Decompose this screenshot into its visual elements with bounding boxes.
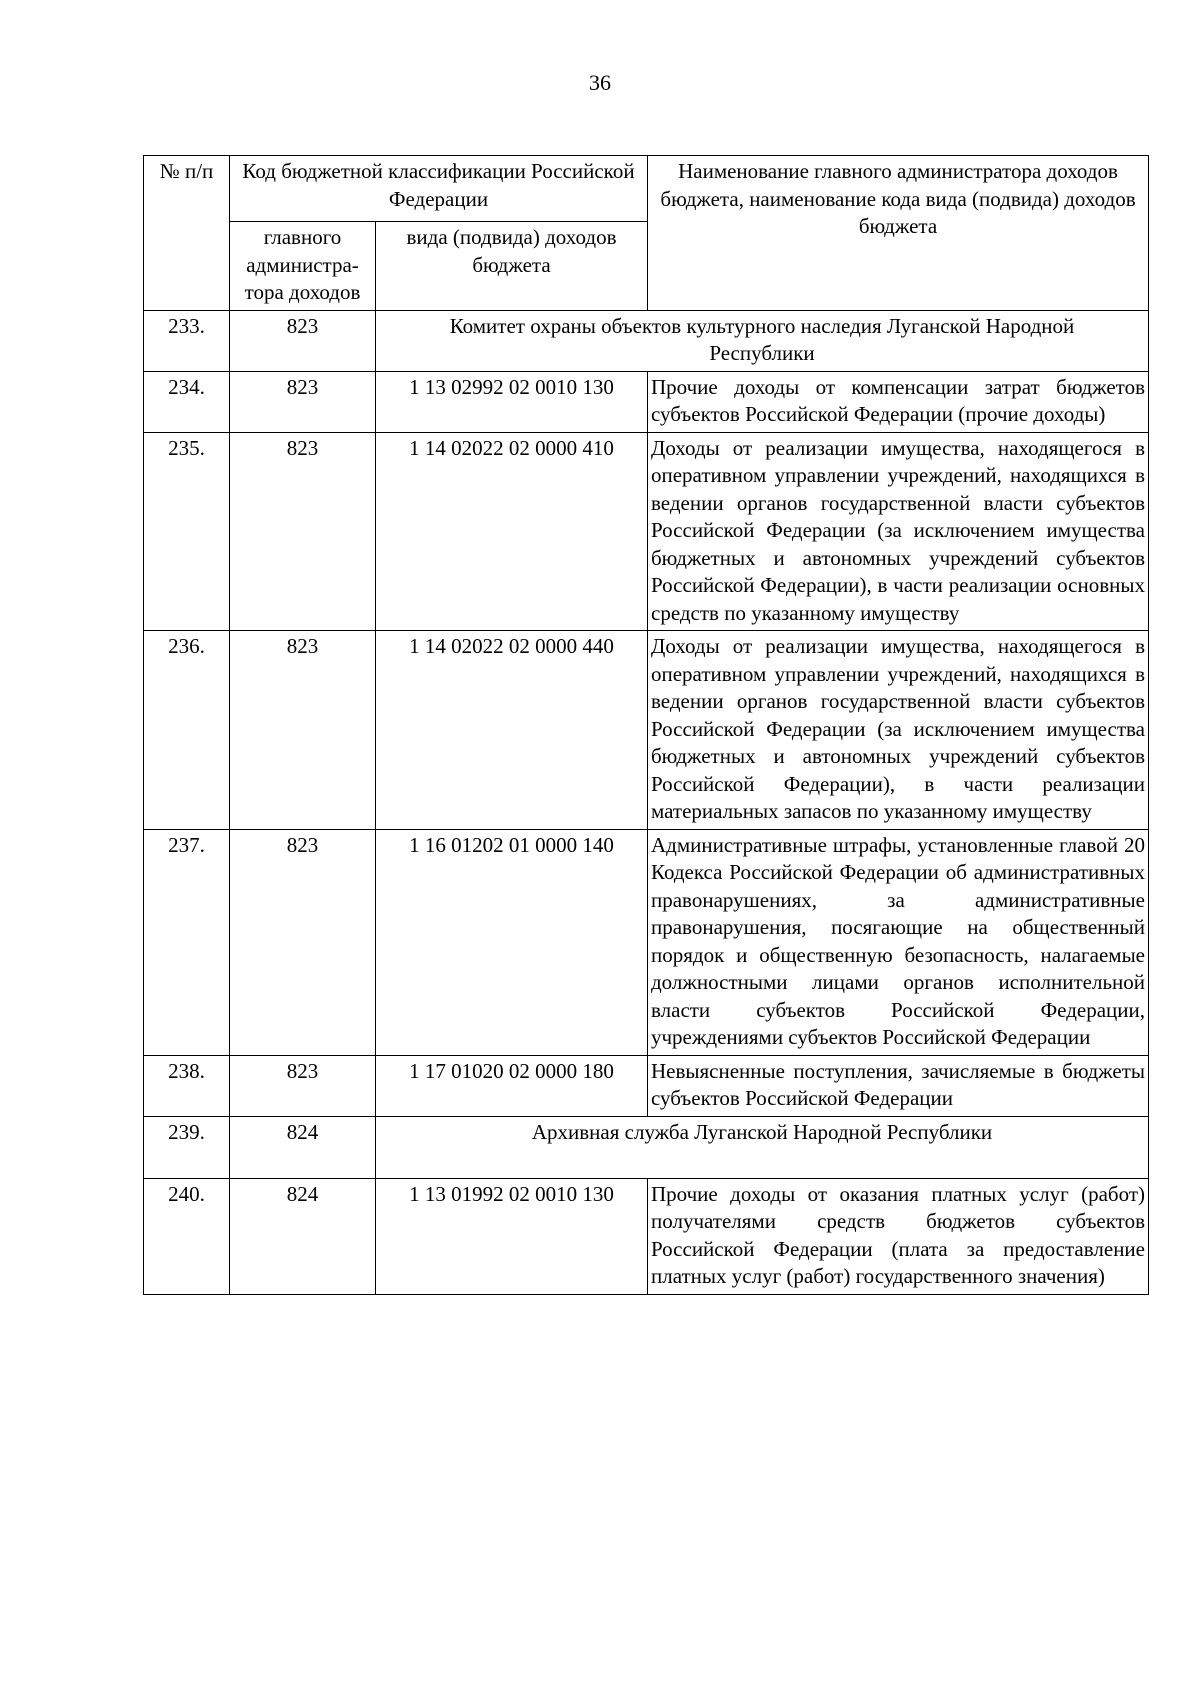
row-income-name: Прочие доходы от оказания платных услуг (работ) получателями средств бюджетов субъектов Российской Федерации (плата за предоставление платных услуг (работ) государственного значения) <box>648 1178 1149 1294</box>
section-title: Комитет охраны объектов культурного наследия Луганской Народной Республики <box>376 310 1149 371</box>
row-admin-code: 823 <box>230 829 376 1055</box>
row-admin-code: 824 <box>230 1116 376 1178</box>
row-num: 239. <box>144 1116 230 1178</box>
table-row <box>144 1055 1149 1116</box>
row-admin-code: 823 <box>230 631 376 830</box>
row-admin-code: 823 <box>230 310 376 371</box>
header-classification-code: Код бюджетной классификации Российской Федерации <box>230 156 648 222</box>
row-num: 234. <box>144 371 230 432</box>
row-income-code: 1 13 01992 02 0010 130 <box>376 1178 648 1294</box>
row-admin-code: 823 <box>230 1055 376 1116</box>
header-admin-code: главного администра-тора доходов <box>230 222 376 311</box>
row-income-code: 1 14 02022 02 0000 440 <box>376 631 648 830</box>
row-admin-code: 824 <box>230 1178 376 1294</box>
header-num: № п/п <box>144 156 230 311</box>
section-title: Архивная служба Луганской Народной Республики <box>376 1116 1149 1178</box>
row-income-name: Доходы от реализации имущества, находящегося в оперативном управлении учреждений, находящихся в ведении органов государственной власти субъектов Российской Федерации (за исключением имущества бюджетных и автономных учреждений субъектов Российской Федерации), в части реализации материальных запасов по указанному имуществу <box>648 631 1149 830</box>
table-row-section <box>144 310 1149 371</box>
row-income-name: Административные штрафы, установленные главой 20 Кодекса Российской Федерации об административных правонарушениях, за административные правонарушения, посягающие на общественный порядок и общественную безопасность, налагаемые должностными лицами органов исполнительной власти субъектов Российской Федерации, учреждениями субъектов Российской Федерации <box>648 829 1149 1055</box>
row-num: 235. <box>144 432 230 631</box>
row-income-code: 1 14 02022 02 0000 410 <box>376 432 648 631</box>
row-admin-code: 823 <box>230 432 376 631</box>
row-num: 236. <box>144 631 230 830</box>
table-row <box>144 371 1149 432</box>
row-num: 233. <box>144 310 230 371</box>
row-income-code: 1 17 01020 02 0000 180 <box>376 1055 648 1116</box>
row-income-code: 1 13 02992 02 0010 130 <box>376 371 648 432</box>
row-num: 238. <box>144 1055 230 1116</box>
header-name: Наименование главного администратора доходов бюджета, наименование кода вида (подвида) доходов бюджета <box>648 156 1149 311</box>
table-row <box>144 631 1149 830</box>
page-number: 36 <box>589 70 611 95</box>
table-row <box>144 1178 1149 1294</box>
budget-classification-table <box>143 155 1149 1295</box>
table-row <box>144 432 1149 631</box>
row-income-name: Прочие доходы от компенсации затрат бюджетов субъектов Российской Федерации (прочие доходы) <box>648 371 1149 432</box>
row-income-name: Доходы от реализации имущества, находящегося в оперативном управлении учреждений, находящихся в ведении органов государственной власти субъектов Российской Федерации (за исключением имущества бюджетных и автономных учреждений субъектов Российской Федерации), в части реализации основных средств по указанному имуществу <box>648 432 1149 631</box>
row-num: 240. <box>144 1178 230 1294</box>
table-row-section <box>144 1116 1149 1178</box>
row-income-code: 1 16 01202 01 0000 140 <box>376 829 648 1055</box>
row-admin-code: 823 <box>230 371 376 432</box>
row-income-name: Невыясненные поступления, зачисляемые в бюджеты субъектов Российской Федерации <box>648 1055 1149 1116</box>
table-row <box>144 829 1149 1055</box>
header-income-code: вида (подвида) доходов бюджета <box>376 222 648 311</box>
row-num: 237. <box>144 829 230 1055</box>
